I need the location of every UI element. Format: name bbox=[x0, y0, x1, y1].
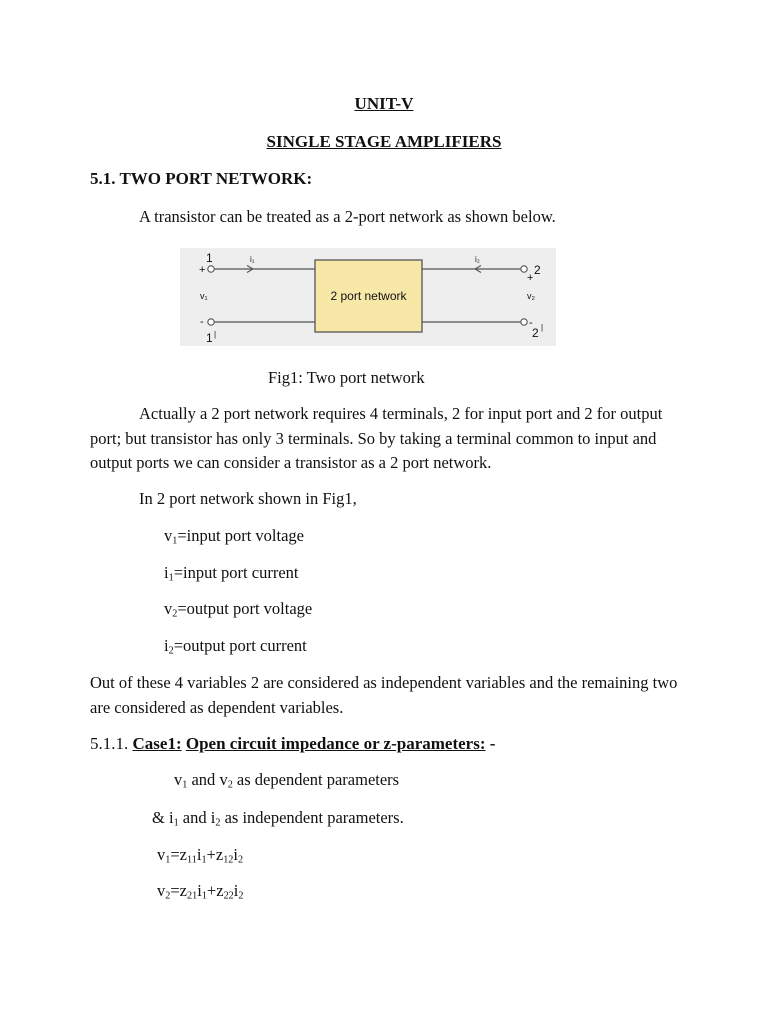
port2-bottom-number: 2 bbox=[532, 326, 539, 340]
terminal-1-icon bbox=[208, 266, 214, 272]
port2-bottom-sup: | bbox=[541, 323, 544, 332]
i2-label: i₂ bbox=[475, 255, 480, 264]
case1-suffix: - bbox=[489, 734, 496, 753]
equation-v2: $v_2=z_{21}i_1+z_{22}i_2$ bbox=[157, 881, 244, 902]
port2-top-number: 2 bbox=[534, 263, 541, 277]
two-port-network-figure bbox=[180, 248, 556, 346]
chapter-title: SINGLE STAGE AMPLIFIERS bbox=[266, 132, 502, 151]
paragraph-terminals: Actually a 2 port network requires 4 terminals, 2 for input port and 2 for output port; but transistor has only 3 terminals. So by taking a terminal common to input and output ports we can consider a transistor as a 2 port network. bbox=[90, 404, 663, 472]
terminal-1-prime-icon bbox=[208, 319, 214, 325]
equation-v1: $v_1=z_{11}i_1+z_{12}i_2$ bbox=[157, 845, 244, 866]
port2-minus-sign: - bbox=[529, 317, 533, 329]
definition-i1: $i_1=input$ port current bbox=[164, 563, 299, 584]
terminal-2-prime-icon bbox=[521, 319, 527, 325]
case1-label: Case1: bbox=[132, 734, 182, 753]
port2-plus-sign: + bbox=[527, 272, 534, 284]
port1-minus-sign: - bbox=[200, 316, 204, 328]
port1-bottom-number: 1 bbox=[206, 331, 213, 345]
two-port-diagram bbox=[180, 248, 556, 346]
i1-label: i₁ bbox=[250, 255, 255, 264]
network-box-label: 2 port network bbox=[330, 289, 407, 303]
v2-label: v₂ bbox=[527, 291, 535, 301]
definition-v1: $v_1=input$ port voltage bbox=[164, 526, 304, 547]
case1-heading bbox=[90, 732, 495, 756]
port1-bottom-sup: | bbox=[214, 330, 217, 339]
port1-top-number: 1 bbox=[206, 251, 213, 265]
dependent-parameters-line: $v_1$ and $v_2$ as dependent parameters bbox=[174, 770, 400, 791]
definition-v2: $v_2=output$ port voltage bbox=[164, 599, 313, 620]
paragraph-variables: Out of these 4 variables 2 are considered as independent variables and the remaining two are considered as dependent variables. bbox=[90, 673, 678, 717]
intro-text: A transistor can be treated as a 2-port network as shown below. bbox=[139, 207, 556, 226]
v1-label: v₁ bbox=[200, 291, 208, 301]
independent-parameters-line: & $i_1$ and $i_2$ as independent parameters. bbox=[152, 808, 404, 829]
figure-caption: Fig1: Two port network bbox=[268, 368, 425, 387]
unit-title: UNIT-V bbox=[354, 94, 414, 113]
port1-plus-sign: + bbox=[199, 264, 206, 276]
case1-title: Open circuit impedance or z-parameters: bbox=[185, 734, 486, 753]
case1-number: 5.1.1. bbox=[90, 734, 129, 753]
section-heading: 5.1. TWO PORT NETWORK: bbox=[90, 169, 313, 188]
definition-i2: $i_2=output$ port current bbox=[164, 636, 307, 657]
paragraph-fig-ref: In 2 port network shown in Fig1, bbox=[139, 489, 357, 508]
